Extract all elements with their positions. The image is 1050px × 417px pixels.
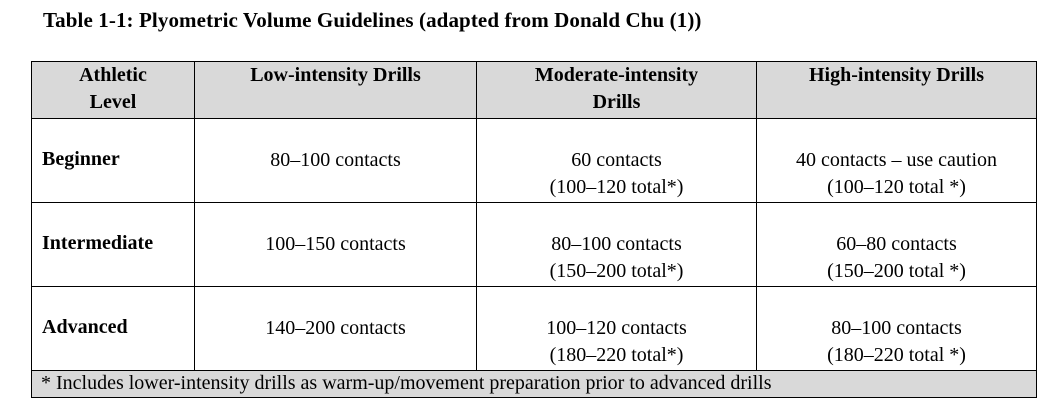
footnote-row [32, 371, 1037, 398]
row-level-advanced [32, 287, 195, 371]
cell-line: 80–100 contacts [551, 233, 682, 255]
header-high-intensity [757, 62, 1037, 119]
footnote-text: * Includes lower-intensity drills as warm-up/movement preparation prior to advanced drills [41, 372, 772, 394]
cell-high [757, 203, 1037, 287]
cell-moderate [477, 203, 757, 287]
level-label: Advanced [42, 316, 128, 338]
header-athletic-level [32, 62, 195, 119]
header-row [32, 62, 1037, 119]
cell-low [195, 203, 477, 287]
cell-line: 100–120 contacts [546, 317, 687, 339]
cell-line: 60 contacts [571, 149, 662, 171]
cell-line: 100–150 contacts [265, 233, 406, 255]
cell-line: 140–200 contacts [265, 317, 406, 339]
footnote [32, 371, 1037, 398]
table-row [32, 119, 1037, 203]
cell-high [757, 119, 1037, 203]
table-row [32, 203, 1037, 287]
level-label: Intermediate [42, 232, 154, 254]
header-moderate-intensity [477, 62, 757, 119]
cell-line: (180–220 total *) [827, 344, 966, 366]
table-row [32, 287, 1037, 371]
cell-moderate [477, 119, 757, 203]
header-moderate-intensity-label: Moderate-intensity Drills [534, 64, 699, 113]
cell-line: (150–200 total *) [827, 260, 966, 282]
row-level-intermediate [32, 203, 195, 287]
cell-line: (100–120 total *) [827, 176, 966, 198]
header-low-intensity-label: Low-intensity Drills [250, 64, 421, 86]
cell-line: 80–100 contacts [831, 317, 962, 339]
cell-line: 80–100 contacts [270, 149, 401, 171]
cell-line: (100–120 total*) [549, 176, 684, 198]
cell-line: (150–200 total*) [549, 260, 684, 282]
plyometric-volume-table [31, 61, 1037, 398]
cell-line: (180–220 total*) [549, 344, 684, 366]
header-athletic-level-label: Athletic Level [79, 64, 147, 113]
header-high-intensity-label: High-intensity Drills [808, 64, 984, 86]
table-caption: Table 1-1: Plyometric Volume Guidelines (adapted from Donald Chu (1)) [43, 8, 702, 32]
level-label: Beginner [42, 148, 120, 170]
cell-line: 60–80 contacts [836, 233, 957, 255]
cell-line: 40 contacts – use caution [795, 149, 998, 171]
cell-low [195, 119, 477, 203]
row-level-beginner [32, 119, 195, 203]
cell-moderate [477, 287, 757, 371]
cell-high [757, 287, 1037, 371]
header-low-intensity [195, 62, 477, 119]
cell-low [195, 287, 477, 371]
